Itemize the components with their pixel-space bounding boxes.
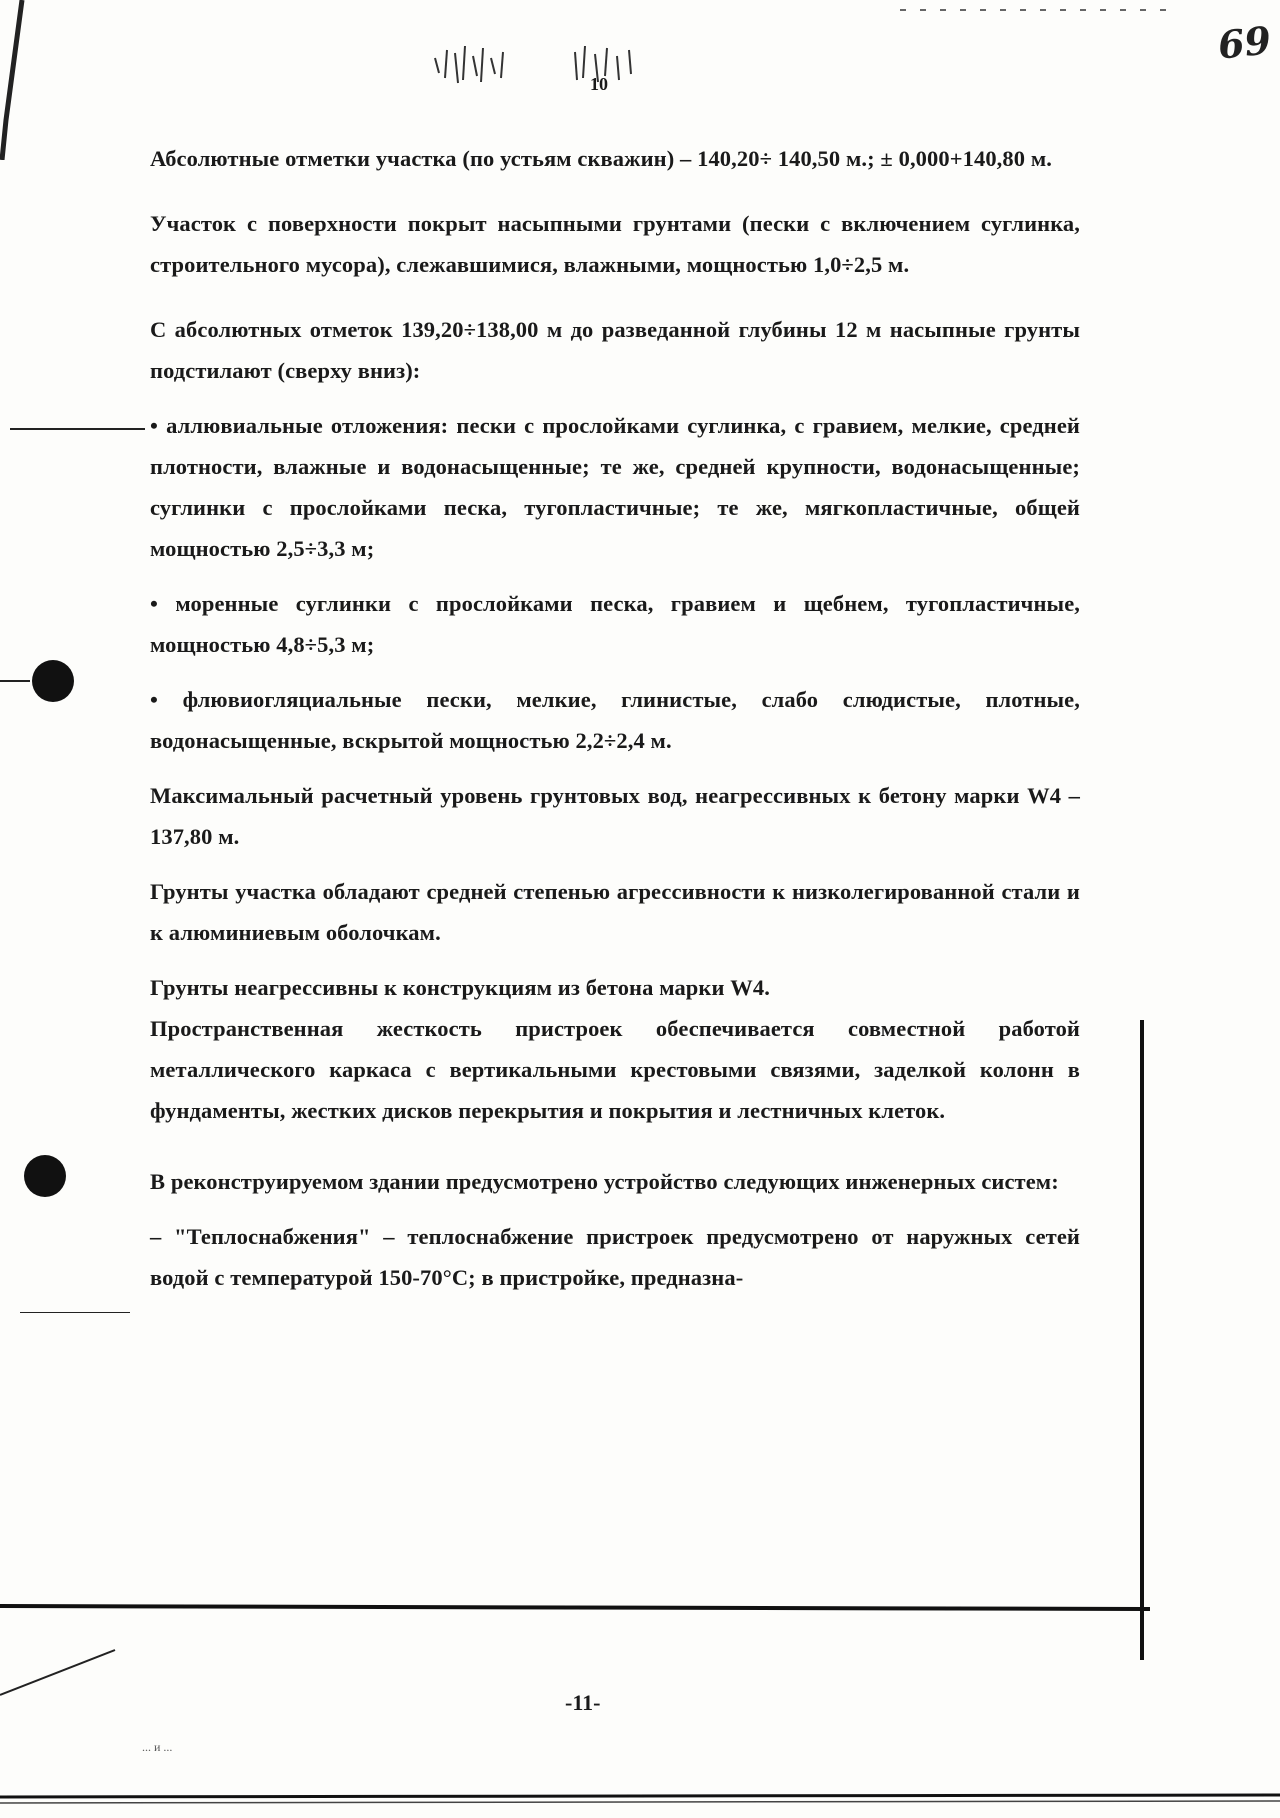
scan-line-mark (0, 680, 30, 682)
paragraph-fill-soils: Участок с поверхности покрыт насыпными грунтами (пески с включением суглинка, строительного мусора), слежавшимися, влажными, мощностью 1,0÷2,5 м. (150, 211, 1080, 277)
footer-rule (0, 1600, 1150, 1616)
bullet-fluvioglacial-sands: • флювиогляциальные пески, мелкие, глинистые, слабо слюдистые, плотные, водонасыщенные, вскрытой мощностью 2,2÷2,4 м. (150, 687, 1080, 753)
paragraph-concrete-nonaggressive: Грунты неагрессивны к конструкциям из бетона марки W4. (150, 975, 770, 1000)
handwritten-page-number: 69 (1215, 17, 1274, 68)
stamp-number: 10 (590, 74, 608, 94)
paragraph-soil-aggressiveness: Грунты участка обладают средней степенью агрессивности к низколегированной стали и к алюминиевым оболочкам. (150, 879, 1080, 945)
scan-edge-noise (0, 0, 1280, 20)
bullet-alluvial-deposits: • аллювиальные отложения: пески с прослойками суглинка, с гравием, мелкие, средней плотности, влажные и водонасыщенные; те же, средней крупности, водонасыщенные; суглинки с прослойками песка, тугопластичные; те же, мягкопластичные, общей мощностью 2,5÷3,3 м; (150, 413, 1080, 561)
scan-line-mark (20, 1312, 130, 1313)
paragraph-heat-supply: – "Теплоснабжения" – теплоснабжение пристроек предусмотрено от наружных сетей водой с температурой 150-70°С; в пристройке, предназна- (150, 1224, 1080, 1290)
paragraph-elevations: Абсолютные отметки участка (по устьям скважин) – 140,20÷ 140,50 м.; ± 0,000+140,80 м. (150, 146, 1052, 171)
scan-line-mark (0, 1640, 120, 1700)
page-number: -11- (565, 1690, 601, 1715)
footnote-mark: ... и ... (142, 1740, 173, 1754)
paragraph-spatial-rigidity: Пространственная жесткость пристроек обеспечивается совместной работой металлического каркаса с вертикальными крестовыми связями, заделкой колонн в фундаменты, жестких дисков перекрытия и покрытия и лестничных клеток. (150, 1016, 1080, 1123)
bottom-scan-rule (0, 1783, 1280, 1813)
binding-edge-mark (0, 0, 30, 160)
right-border-rule (1138, 1020, 1146, 1660)
header-stamp (425, 38, 715, 98)
binder-hole-top (32, 660, 74, 702)
bullet-moraine-loams: • моренные суглинки с прослойками песка, гравием и щебнем, тугопластичные, мощностью 4,8÷5,3 м; (150, 591, 1080, 657)
paragraph-groundwater-level: Максимальный расчетный уровень грунтовых вод, неагрессивных к бетону марки W4 – 137,80 м. (150, 783, 1080, 849)
paragraph-underlying-soils: С абсолютных отметок 139,20÷138,00 м до разведанной глубины 12 м насыпные грунты подстилают (сверху вниз): (150, 317, 1080, 383)
paragraph-engineering-systems: В реконструируемом здании предусмотрено устройство следующих инженерных систем: (150, 1169, 1059, 1194)
scan-line-mark (10, 428, 145, 430)
binder-hole-bottom (24, 1155, 66, 1197)
body-text (150, 138, 1080, 1298)
